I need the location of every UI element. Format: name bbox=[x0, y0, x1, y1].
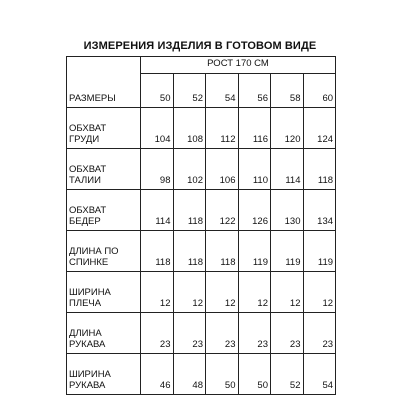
value-cell: 119 bbox=[238, 231, 271, 272]
value-cell: 50 bbox=[238, 354, 271, 395]
value-cell: 23 bbox=[238, 313, 271, 354]
page-title: ИЗМЕРЕНИЯ ИЗДЕЛИЯ В ГОТОВОМ ВИДЕ bbox=[83, 40, 317, 52]
value-cell: 134 bbox=[303, 190, 336, 231]
table-row-sleeve-length bbox=[67, 313, 336, 354]
value-cell: 48 bbox=[173, 354, 206, 395]
size-chart-table bbox=[66, 56, 336, 395]
value-cell: 122 bbox=[206, 190, 239, 231]
value-cell: 112 bbox=[206, 108, 239, 149]
value-cell: 23 bbox=[206, 313, 239, 354]
value-cell: 130 bbox=[271, 190, 304, 231]
table-row-hips bbox=[67, 190, 336, 231]
value-cell: 119 bbox=[303, 231, 336, 272]
value-cell: 23 bbox=[271, 313, 304, 354]
value-cell: 23 bbox=[303, 313, 336, 354]
value-cell: 52 bbox=[271, 354, 304, 395]
value-cell: 120 bbox=[271, 108, 304, 149]
value-cell: 102 bbox=[173, 149, 206, 190]
height-header-row bbox=[67, 57, 336, 74]
value-cell: 12 bbox=[141, 272, 174, 313]
row-label: ОБХВАТ ГРУДИ bbox=[67, 108, 141, 149]
value-cell: 126 bbox=[238, 190, 271, 231]
value-cell: 104 bbox=[141, 108, 174, 149]
value-cell: 23 bbox=[173, 313, 206, 354]
value-cell: 118 bbox=[173, 190, 206, 231]
value-cell: 118 bbox=[206, 231, 239, 272]
size-cell: 52 bbox=[173, 74, 206, 108]
value-cell: 114 bbox=[141, 190, 174, 231]
value-cell: 108 bbox=[173, 108, 206, 149]
value-cell: 119 bbox=[271, 231, 304, 272]
value-cell: 12 bbox=[271, 272, 304, 313]
value-cell: 12 bbox=[206, 272, 239, 313]
value-cell: 110 bbox=[238, 149, 271, 190]
height-header: РОСТ 170 СМ bbox=[141, 57, 336, 74]
table-row-chest bbox=[67, 108, 336, 149]
value-cell: 116 bbox=[238, 108, 271, 149]
value-cell: 12 bbox=[173, 272, 206, 313]
row-label: ОБХВАТ БЕДЕР bbox=[67, 190, 141, 231]
row-label-sizes: РАЗМЕРЫ bbox=[67, 57, 141, 108]
row-label: ШИРИНА ПЛЕЧА bbox=[67, 272, 141, 313]
row-label: ДЛИНА РУКАВА bbox=[67, 313, 141, 354]
value-cell: 12 bbox=[238, 272, 271, 313]
value-cell: 46 bbox=[141, 354, 174, 395]
size-cell: 54 bbox=[206, 74, 239, 108]
table-row-shoulder-width bbox=[67, 272, 336, 313]
value-cell: 118 bbox=[141, 231, 174, 272]
size-cell: 56 bbox=[238, 74, 271, 108]
size-cell: 50 bbox=[141, 74, 174, 108]
value-cell: 23 bbox=[141, 313, 174, 354]
table-row-waist bbox=[67, 149, 336, 190]
value-cell: 50 bbox=[206, 354, 239, 395]
value-cell: 54 bbox=[303, 354, 336, 395]
value-cell: 124 bbox=[303, 108, 336, 149]
value-cell: 118 bbox=[173, 231, 206, 272]
value-cell: 114 bbox=[271, 149, 304, 190]
value-cell: 98 bbox=[141, 149, 174, 190]
table-row-sleeve-width bbox=[67, 354, 336, 395]
table-row-back-length bbox=[67, 231, 336, 272]
value-cell: 12 bbox=[303, 272, 336, 313]
row-label: ОБХВАТ ТАЛИИ bbox=[67, 149, 141, 190]
value-cell: 118 bbox=[303, 149, 336, 190]
value-cell: 106 bbox=[206, 149, 239, 190]
size-cell: 60 bbox=[303, 74, 336, 108]
row-label: ШИРИНА РУКАВА bbox=[67, 354, 141, 395]
size-cell: 58 bbox=[271, 74, 304, 108]
row-label: ДЛИНА ПО СПИНКЕ bbox=[67, 231, 141, 272]
